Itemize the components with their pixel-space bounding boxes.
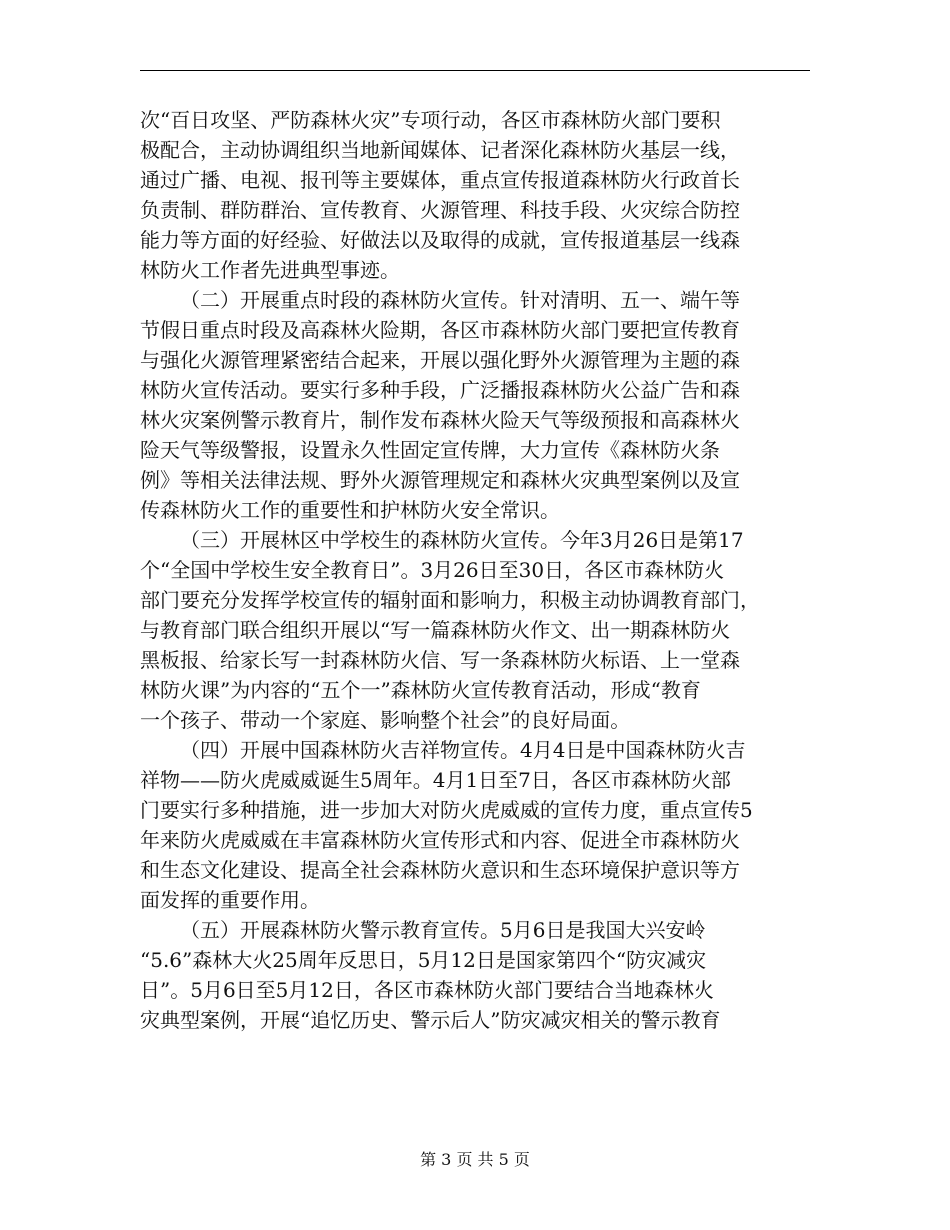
- text-line: 林防火宣传活动。要实行多种手段，广泛播报森林防火公益广告和森: [140, 378, 740, 402]
- text-line: 次“百日攻坚、严防森林火灾”专项行动，各区市森林防火部门要积: [140, 108, 721, 132]
- text-line: 负责制、群防群治、宣传教育、火源管理、科技手段、火灾综合防控: [140, 198, 740, 222]
- text-line: 面发挥的重要作用。: [140, 888, 320, 912]
- text-line: “5.6”森林大火25周年反思日，5月12日是国家第四个“防灾减灾: [140, 948, 707, 972]
- paragraph-first-line: （四）开展中国森林防火吉祥物宣传。4月4日是中国森林防火吉: [180, 738, 746, 762]
- text-line: 能力等方面的好经验、好做法以及取得的成就，宣传报道基层一线森: [140, 228, 740, 252]
- text-line: 与教育部门联合组织开展以“写一篇森林防火作文、出一期森林防火: [140, 618, 731, 642]
- text-line: 极配合，主动协调组织当地新闻媒体、记者深化森林防火基层一线，: [140, 138, 740, 162]
- text-line: 门要实行多种措施，进一步加大对防火虎威威的宣传力度，重点宣传5: [140, 798, 753, 822]
- text-line: 和生态文化建设、提高全社会森林防火意识和生态环境保护意识等方: [140, 858, 740, 882]
- page-number: 第 3 页 共 5 页: [420, 1150, 530, 1169]
- paragraph-first-line: （二）开展重点时段的森林防火宣传。针对清明、五一、端午等: [180, 288, 740, 312]
- text-line: 节假日重点时段及高森林火险期，各区市森林防火部门要把宣传教育: [140, 318, 740, 342]
- text-line: 黑板报、给家长写一封森林防火信、写一条森林防火标语、上一堂森: [140, 648, 740, 672]
- text-line: 年来防火虎威威在丰富森林防火宣传形式和内容、促进全市森林防火: [140, 828, 740, 852]
- text-line: 险天气等级警报，设置永久性固定宣传牌，大力宣传《森林防火条: [140, 438, 720, 462]
- text-line: 灾典型案例，开展“追忆历史、警示后人”防灾减灾相关的警示教育: [140, 1008, 721, 1032]
- text-line: 例》等相关法律法规、野外火源管理规定和森林火灾典型案例以及宣: [140, 468, 740, 492]
- text-line: 与强化火源管理紧密结合起来，开展以强化野外火源管理为主题的森: [140, 348, 740, 372]
- text-line: 林防火工作者先进典型事迹。: [140, 258, 400, 282]
- paragraph-first-line: （三）开展林区中学校生的森林防火宣传。今年3月26日是第17: [180, 528, 744, 552]
- paragraph-first-line: （五）开展森林防火警示教育宣传。5月6日是我国大兴安岭: [180, 918, 706, 942]
- text-line: 日”。5月6日至5月12日，各区市森林防火部门要结合当地森林火: [140, 978, 714, 1002]
- text-line: 通过广播、电视、报刊等主要媒体，重点宣传报道森林防火行政首长: [140, 168, 740, 192]
- text-line: 传森林防火工作的重要性和护林防火安全常识。: [140, 498, 560, 522]
- text-line: 一个孩子、带动一个家庭、影响整个社会”的良好局面。: [140, 708, 631, 732]
- document-body: [140, 105, 810, 1035]
- text-line: 祥物——防火虎威威诞生5周年。4月1日至7日，各区市森林防火部: [140, 768, 731, 792]
- text-line: 个“全国中学校生安全教育日”。3月26日至30日，各区市森林防火: [140, 558, 725, 582]
- text-line: 林火灾案例警示教育片，制作发布森林火险天气等级预报和高森林火: [140, 408, 740, 432]
- text-line: 林防火课”为内容的“五个一”森林防火宣传教育活动，形成“教育: [140, 678, 701, 702]
- text-line: 部门要充分发挥学校宣传的辐射面和影响力，积极主动协调教育部门，: [140, 588, 760, 612]
- header-rule: [140, 70, 810, 71]
